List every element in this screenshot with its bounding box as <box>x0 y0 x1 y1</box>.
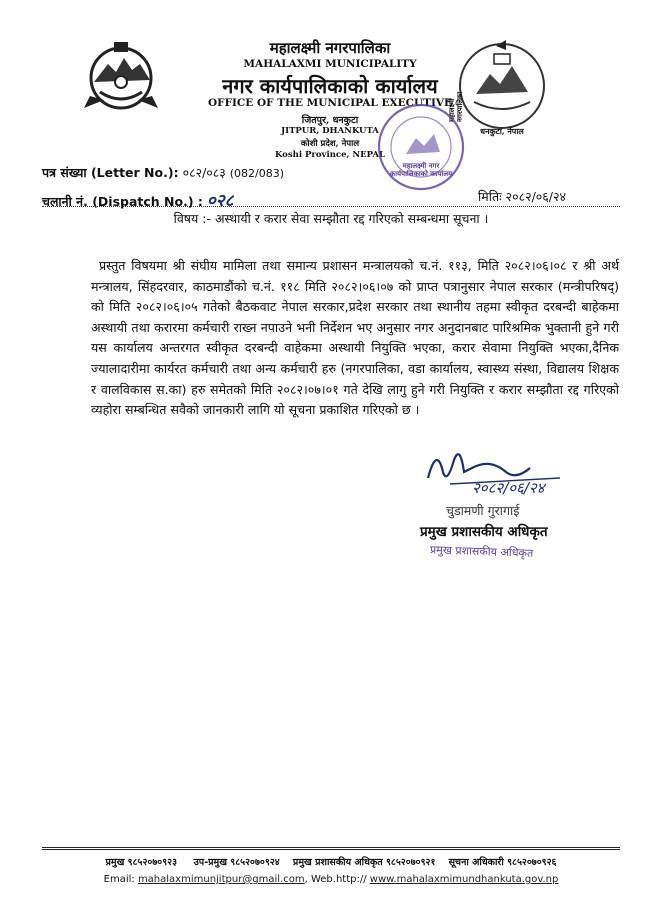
province-en: Koshi Province, NEPAL <box>274 150 385 160</box>
letter-no-value: ०८२/०८३ <box>182 165 226 180</box>
office-name-np: नगर कार्यपालिकाको कार्यालय <box>222 74 438 98</box>
round-stamp-text: महालक्ष्मी नगर कार्यपालिकाको कार्यालय <box>389 161 453 178</box>
date-value: २०८२/०६/२४ <box>505 189 567 204</box>
dispatch-dotted-line <box>42 206 620 207</box>
municipality-name-np: महालक्ष्मी नगरपालिका <box>269 39 391 57</box>
web-link[interactable]: www.mahalaxmimundhankuta.gov.np <box>369 874 559 885</box>
office-round-stamp <box>376 102 466 192</box>
office-name-en: OFFICE OF THE MUNICIPAL EXECUTIVE <box>207 97 453 109</box>
logo-ring-text: महालक्ष्मी नगरपालिका <box>447 91 464 122</box>
letter-no-label: पत्र संख्या (Letter No.): <box>42 165 179 180</box>
dispatch-row <box>42 188 233 211</box>
signatory-stamp: प्रमुख प्रशासकीय अधिकृत <box>429 543 534 560</box>
footer-rule <box>42 847 620 850</box>
notice-body: प्रस्तुत विषयमा श्री संघीय मामिला तथा समान्य प्रशासन मन्त्रालयको च.नं. ११३, मिति २०८२।०६।०८ र श्री अर्थ मन्त्रालय, सिंहदरवार, काठमाडौंको च.नं. ११८ मिति २०८२।०६।०७ को प्राप्त पत्रानुसार नेपाल सरकार (मन्त्रीपरिषद्) को मिति २०८२।०६।०५ गतेको बैठकवाट नेपाल सरकार,प्रदेश सरकार तथा स्थानीय तहमा स्वीकृत दरबन्दी बाहेकमा अस्थायी तथा करारमा कर्मचारी राख्न नपाउने भनी निर्देशन भए अनुसार नगर अनुदानबाट पारिश्रमिक भुक्तानी हुने गरी यस कार्यालय अन्तरगत स्वीकृत दरबन्दी वाहेकमा अस्थायी नियुक्ति भएका, करार सेवामा नियुक्ति भएका,दैनिक ज्यालादारीमा कार्यरत कर्मचारी तथा अन्य कर्मचारी हरु (नगरपालिका, वडा कार्यालय, स्वास्थ्य संस्था, विद्यालय शिक्षक र वालविकास स.का) हरु समेतको मिति २०८२।०७।०१ गते देखि लागु हुने गरी नियुक्ति र करार सम्झौता रद्द गरिएको व्यहोरा सम्बन्धित सवैको जानकारी लागि यो सूचना प्रकाशित गरिएको छ । <box>91 258 619 418</box>
signatory-name: चुडामणी गुरागाई <box>446 503 520 518</box>
province-np: कोशी प्रदेश, नेपाल <box>300 139 360 149</box>
dispatch-value: ०२८ <box>206 191 234 211</box>
signatory-title: प्रमुख प्रशासकीय अधिकृत <box>420 524 548 540</box>
letter-no-row <box>42 164 284 181</box>
subject-line: विषय :- अस्थायी र करार सेवा सम्झौता रद्द गरिएको सम्बन्धमा सूचना । <box>173 211 489 226</box>
address-en: JITPUR, DHANKUTA <box>281 126 379 136</box>
dispatch-label: चलानी नं. (Dispatch No.) : <box>42 194 203 209</box>
nepal-emblem-icon <box>80 36 162 116</box>
email-link[interactable]: mahalaxmimunjitpur@gmail.com <box>137 874 305 885</box>
address-np: जितपुर, धनकुटा <box>301 115 359 126</box>
municipality-name-en: MAHALAXMI MUNICIPALITY <box>243 58 417 70</box>
footer-contact <box>42 874 620 885</box>
web-label: , Web.http:// <box>304 874 367 885</box>
email-label: Email: <box>103 874 135 885</box>
footer-phones: प्रमुख ९८५२०७०९२३ उप-प्रमुख ९८५२०७०९२४ प्रमुख प्रशासकीय अधिकृत ९८५२०७०९२१ सूचना अधिकारी ९८५२०७०९२६ <box>105 857 557 868</box>
letter-no-value-en: (082/083) <box>229 167 285 180</box>
date-row <box>478 188 566 205</box>
round-stamp-icon <box>376 102 466 192</box>
logo-sub-text: धनकुटा, नेपाल <box>480 126 524 136</box>
signature-date: २०८२/०६/२४ <box>472 479 545 497</box>
municipality-logo <box>447 36 552 142</box>
date-label: मितिः <box>478 189 502 204</box>
